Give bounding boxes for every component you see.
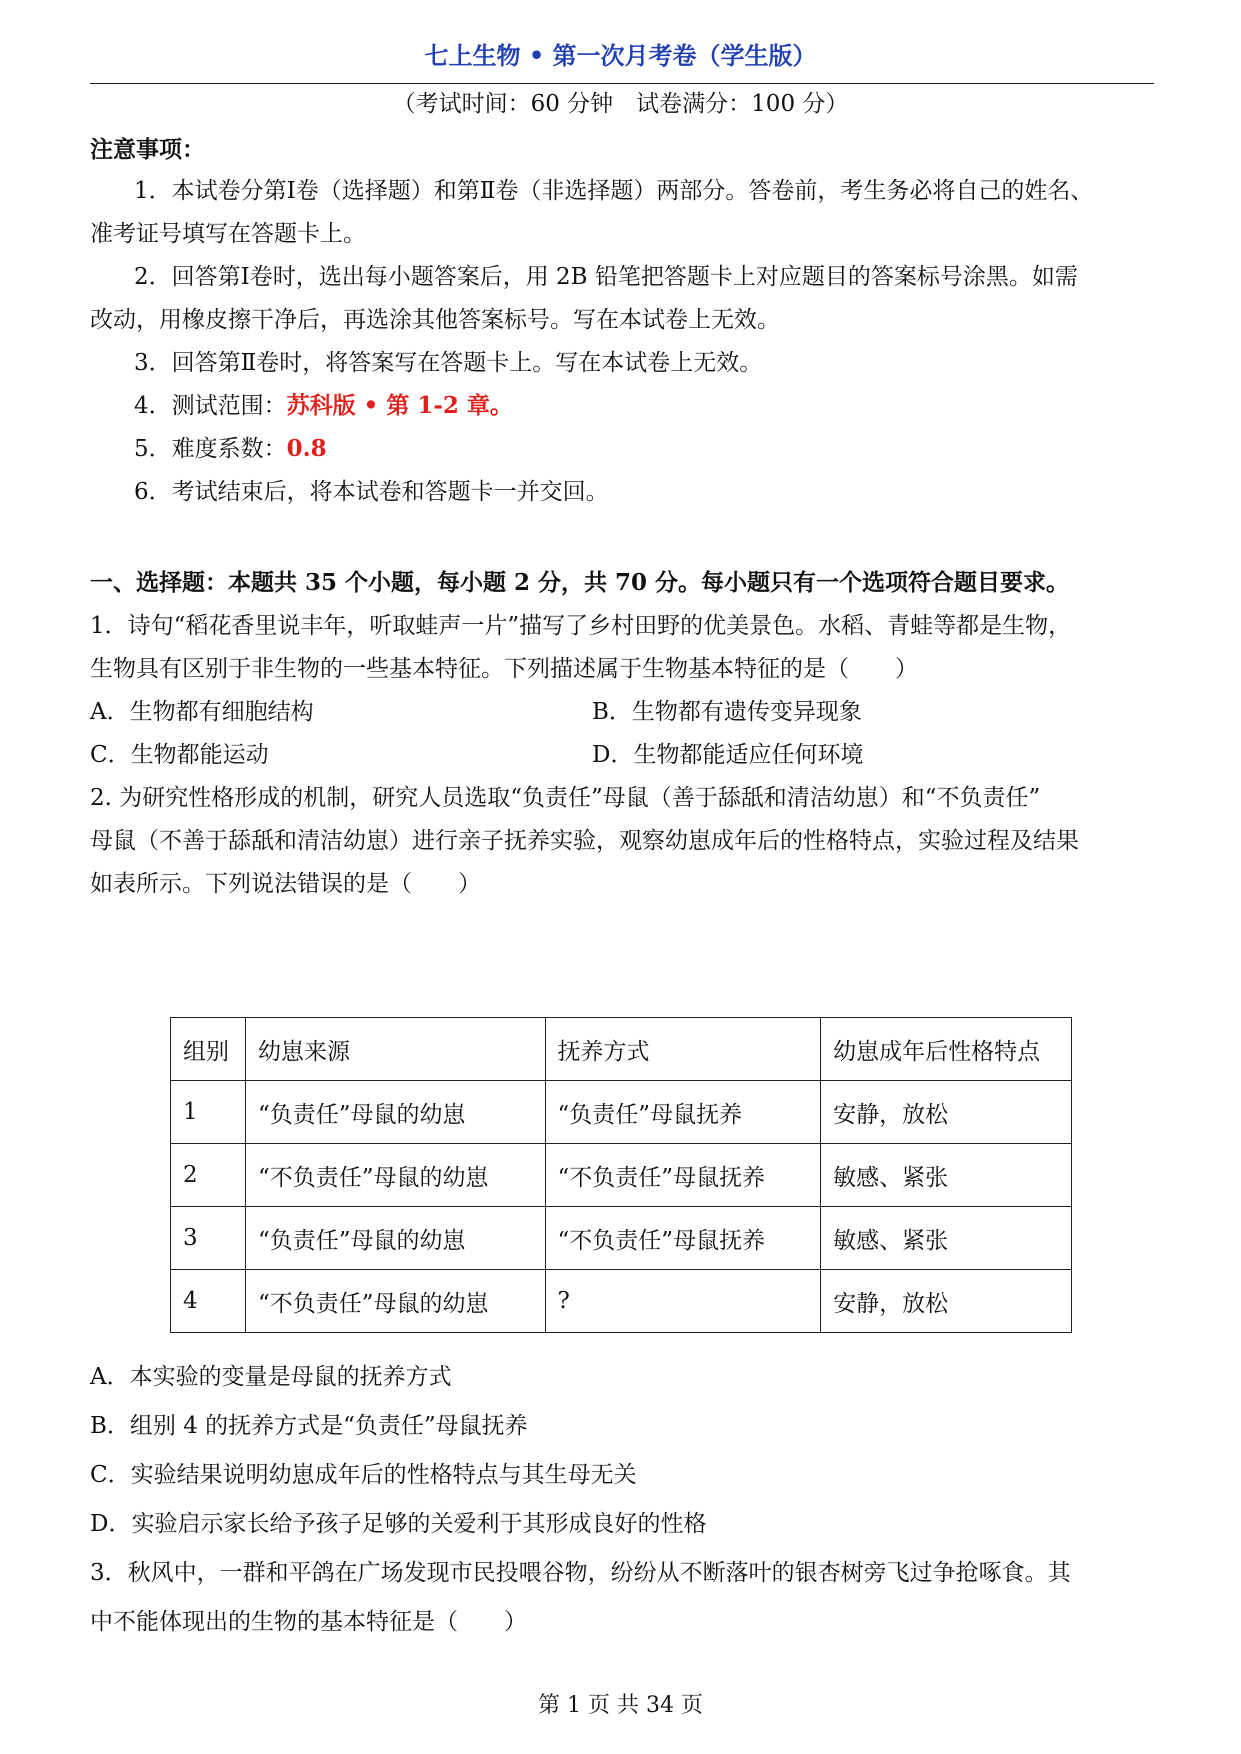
page-number: 第 1 页 共 34 页 (538, 1693, 703, 1718)
question-2-option-c: C．实验结果说明幼崽成年后的性格特点与其生母无关 (90, 1462, 637, 1488)
table-cell: “不负责任”母鼠的幼崽 (245, 1144, 545, 1207)
table-cell: ? (545, 1270, 821, 1333)
table-cell: “不负责任”母鼠的幼崽 (245, 1270, 545, 1333)
question-1-option-d: D．生物都能适应任何环境 (592, 742, 864, 768)
table-cell: 敏感、紧张 (821, 1207, 1072, 1270)
difficulty-value: 0.8 (286, 435, 327, 462)
note-item-1-line-1: 1．本试卷分第Ⅰ卷（选择题）和第Ⅱ卷（非选择题）两部分。答卷前，考生务必将自己的姓名、 (134, 178, 1094, 204)
table-header-cell: 幼崽成年后性格特点 (821, 1018, 1072, 1081)
table-cell: “负责任”母鼠的幼崽 (245, 1081, 545, 1144)
table-header-cell: 幼崽来源 (245, 1018, 545, 1081)
table-cell: 4 (171, 1270, 246, 1333)
note-item-5 (134, 434, 1154, 464)
note-item-4-label: 4．测试范围： (134, 393, 287, 419)
note-item-2-line-1: 2．回答第Ⅰ卷时，选出每小题答案后，用 2B 铅笔把答题卡上对应题目的答案标号涂黑。如需 (134, 264, 1078, 290)
table-header-row (171, 1018, 1072, 1081)
question-2-option-b: B．组别 4 的抚养方式是“负责任”母鼠抚养 (90, 1413, 528, 1439)
question-3-line-1: 3．秋风中，一群和平鸽在广场发现市民投喂谷物，纷纷从不断落叶的银杏树旁飞过争抢啄食。其 (90, 1560, 1071, 1586)
question-2-option-d: D．实验启示家长给予孩子足够的关爱利于其形成良好的性格 (90, 1511, 707, 1537)
question-1-option-a: A．生物都有细胞结构 (90, 699, 314, 725)
question-1-option-b: B．生物都有遗传变异现象 (592, 699, 862, 725)
exam-title: 七上生物 • 第一次月考卷（学生版） (424, 41, 817, 70)
note-item-1-line-2: 准考证号填写在答题卡上。 (90, 221, 366, 247)
table-header-cell: 抚养方式 (545, 1018, 821, 1081)
note-item-3: 3．回答第Ⅱ卷时，将答案写在答题卡上。写在本试卷上无效。 (134, 350, 763, 376)
table-row (171, 1081, 1072, 1144)
note-item-4 (134, 391, 1154, 421)
question-2-line-1: 2. 为研究性格形成的机制，研究人员选取“负责任”母鼠（善于舔舐和清洁幼崽）和“不负责任” (90, 785, 1041, 811)
note-item-6: 6．考试结束后，将本试卷和答题卡一并交回。 (134, 479, 609, 505)
header-divider (90, 83, 1154, 84)
table-cell: “不负责任”母鼠抚养 (545, 1144, 821, 1207)
table-cell: “负责任”母鼠抚养 (545, 1081, 821, 1144)
question-1-line-1: 1．诗句“稻花香里说丰年，听取蛙声一片”描写了乡村田野的优美景色。水稻、青蛙等都是生物， (90, 613, 1072, 639)
table-cell: “不负责任”母鼠抚养 (545, 1207, 821, 1270)
experiment-table (170, 1017, 1072, 1333)
table-cell: “负责任”母鼠的幼崽 (245, 1207, 545, 1270)
table-cell: 3 (171, 1207, 246, 1270)
question-2-option-a: A．本实验的变量是母鼠的抚养方式 (90, 1364, 452, 1390)
question-1-option-c: C．生物都能运动 (90, 742, 269, 768)
table-cell: 1 (171, 1081, 246, 1144)
table-row (171, 1144, 1072, 1207)
note-item-5-label: 5．难度系数： (134, 436, 287, 462)
question-1-line-2: 生物具有区别于非生物的一些基本特征。下列描述属于生物基本特征的是（ ） (90, 656, 918, 682)
test-scope-value: 苏科版 • 第 1-2 章。 (286, 392, 513, 419)
table-cell: 敏感、紧张 (821, 1144, 1072, 1207)
table-cell: 安静，放松 (821, 1270, 1072, 1333)
notes-heading: 注意事项： (90, 136, 205, 163)
table-header-cell: 组别 (171, 1018, 246, 1081)
question-2-line-2: 母鼠（不善于舔舐和清洁幼崽）进行亲子抚养实验，观察幼崽成年后的性格特点，实验过程及结果 (90, 828, 1079, 854)
table-cell: 2 (171, 1144, 246, 1207)
section-1-heading: 一、选择题：本题共 35 个小题，每小题 2 分，共 70 分。每小题只有一个选项符合题目要求。 (90, 569, 1070, 596)
table-row (171, 1270, 1072, 1333)
exam-info: （考试时间：60 分钟 试卷满分：100 分） (392, 91, 849, 117)
table-row (171, 1207, 1072, 1270)
question-2-line-3: 如表所示。下列说法错误的是（ ） (90, 871, 481, 897)
table-cell: 安静，放松 (821, 1081, 1072, 1144)
note-item-2-line-2: 改动，用橡皮擦干净后，再选涂其他答案标号。写在本试卷上无效。 (90, 307, 780, 333)
question-3-line-2: 中不能体现出的生物的基本特征是（ ） (90, 1609, 527, 1635)
